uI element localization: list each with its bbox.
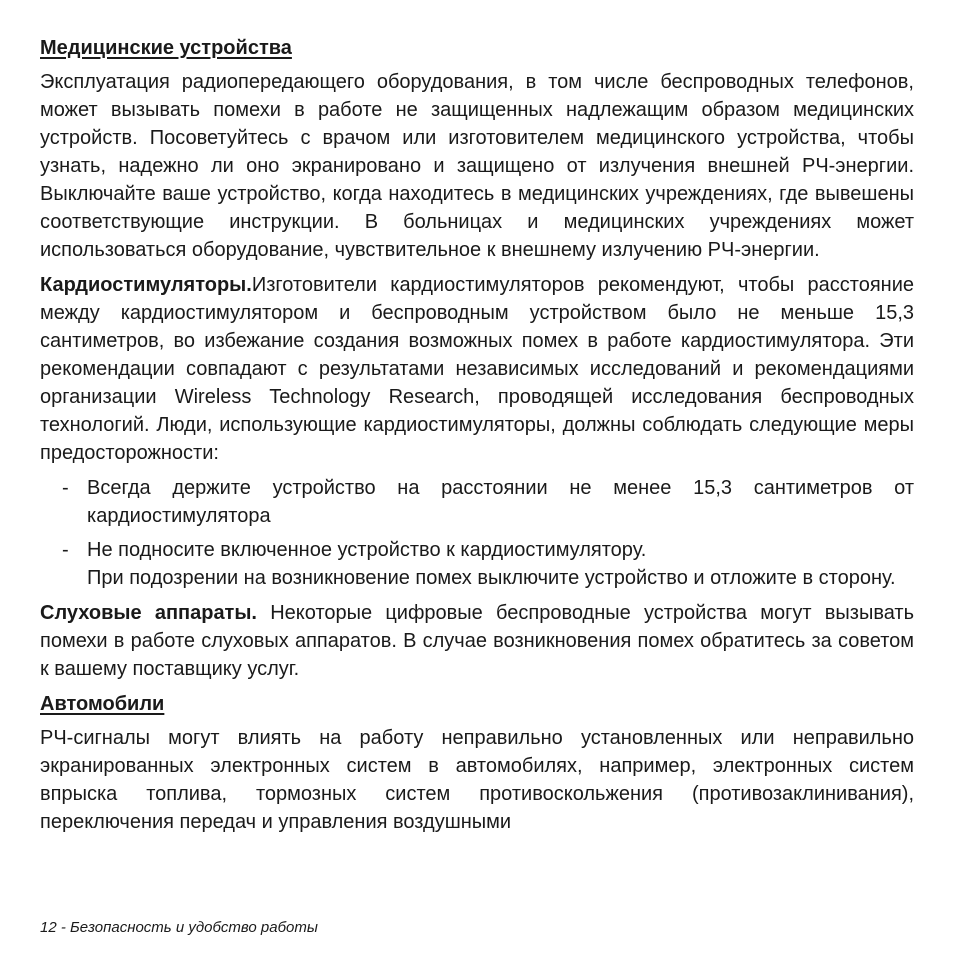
paragraph-hearing-aids — [40, 599, 914, 683]
paragraph-pacemakers — [40, 271, 914, 467]
list-item-text: Не подносите включенное устройство к кардиостимулятору. — [87, 539, 647, 561]
paragraph-medical-devices: Эксплуатация радиопередающего оборудования, в том числе беспроводных телефонов, может вызывать помехи в работе не защищенных надлежащим образом медицинских устройств. Посоветуйтесь с врачом или изготовителем медицинского устройства, чтобы узнать, надежно ли оно экранировано и защищено от излучения внешней РЧ-энергии. Выключайте ваше устройство, когда находитесь в медицинских учреждениях, где вывешены соответствующие инструкции. В больницах и медицинских учреждениях может использоваться оборудование, чувствительное к внешнему излучению РЧ-энергии. — [40, 71, 914, 261]
page-footer: 12 - Безопасность и удобство работы — [40, 919, 318, 936]
paragraph-cars: РЧ-сигналы могут влиять на работу неправильно установленных или неправильно экранированных электронных систем в автомобилях, например, электронных систем впрыска топлива, тормозных систем противоскольжения (противозаклинивания), переключения передач и управления воздушными — [40, 727, 914, 833]
section-heading-medical-devices: Медицинские устройства — [40, 37, 292, 59]
pacemaker-precautions-list — [40, 474, 914, 592]
pacemakers-lead: Кардиостимуляторы. — [40, 274, 252, 296]
hearing-aids-lead: Слуховые аппараты. — [40, 602, 257, 624]
list-dash-marker: - — [62, 477, 69, 499]
hearing-aids-text: Некоторые цифровые беспроводные устройства могут вызывать помехи в работе слуховых аппаратов. В случае возникновения помех обратитесь за советом к вашему поставщику услуг. — [40, 602, 915, 680]
document-page — [40, 34, 914, 843]
list-dash-marker: - — [62, 539, 69, 561]
pacemakers-text: Изготовители кардиостимуляторов рекомендуют, чтобы расстояние между кардиостимулятором и беспроводным устройством было не меньше 15,3 сантиметров, во избежание создания возможных помех в работе кардиостимулятора. Эти рекомендации совпадают с результатами независимых исследований и рекомендациями организации Wireless Technology Research, проводящей исследования беспроводных технологий. Люди, использующие кардиостимуляторы, должны соблюдать следующие меры предосторожности: — [40, 274, 914, 464]
list-item — [40, 474, 914, 530]
list-item-text-continued: При подозрении на возникновение помех выключите устройство и отложите в сторону. — [87, 567, 896, 589]
list-item — [40, 536, 914, 592]
list-item-text: Всегда держите устройство на расстоянии не менее 15,3 сантиметров от кардиостимулятора — [87, 477, 914, 527]
section-heading-cars: Автомобили — [40, 693, 165, 715]
